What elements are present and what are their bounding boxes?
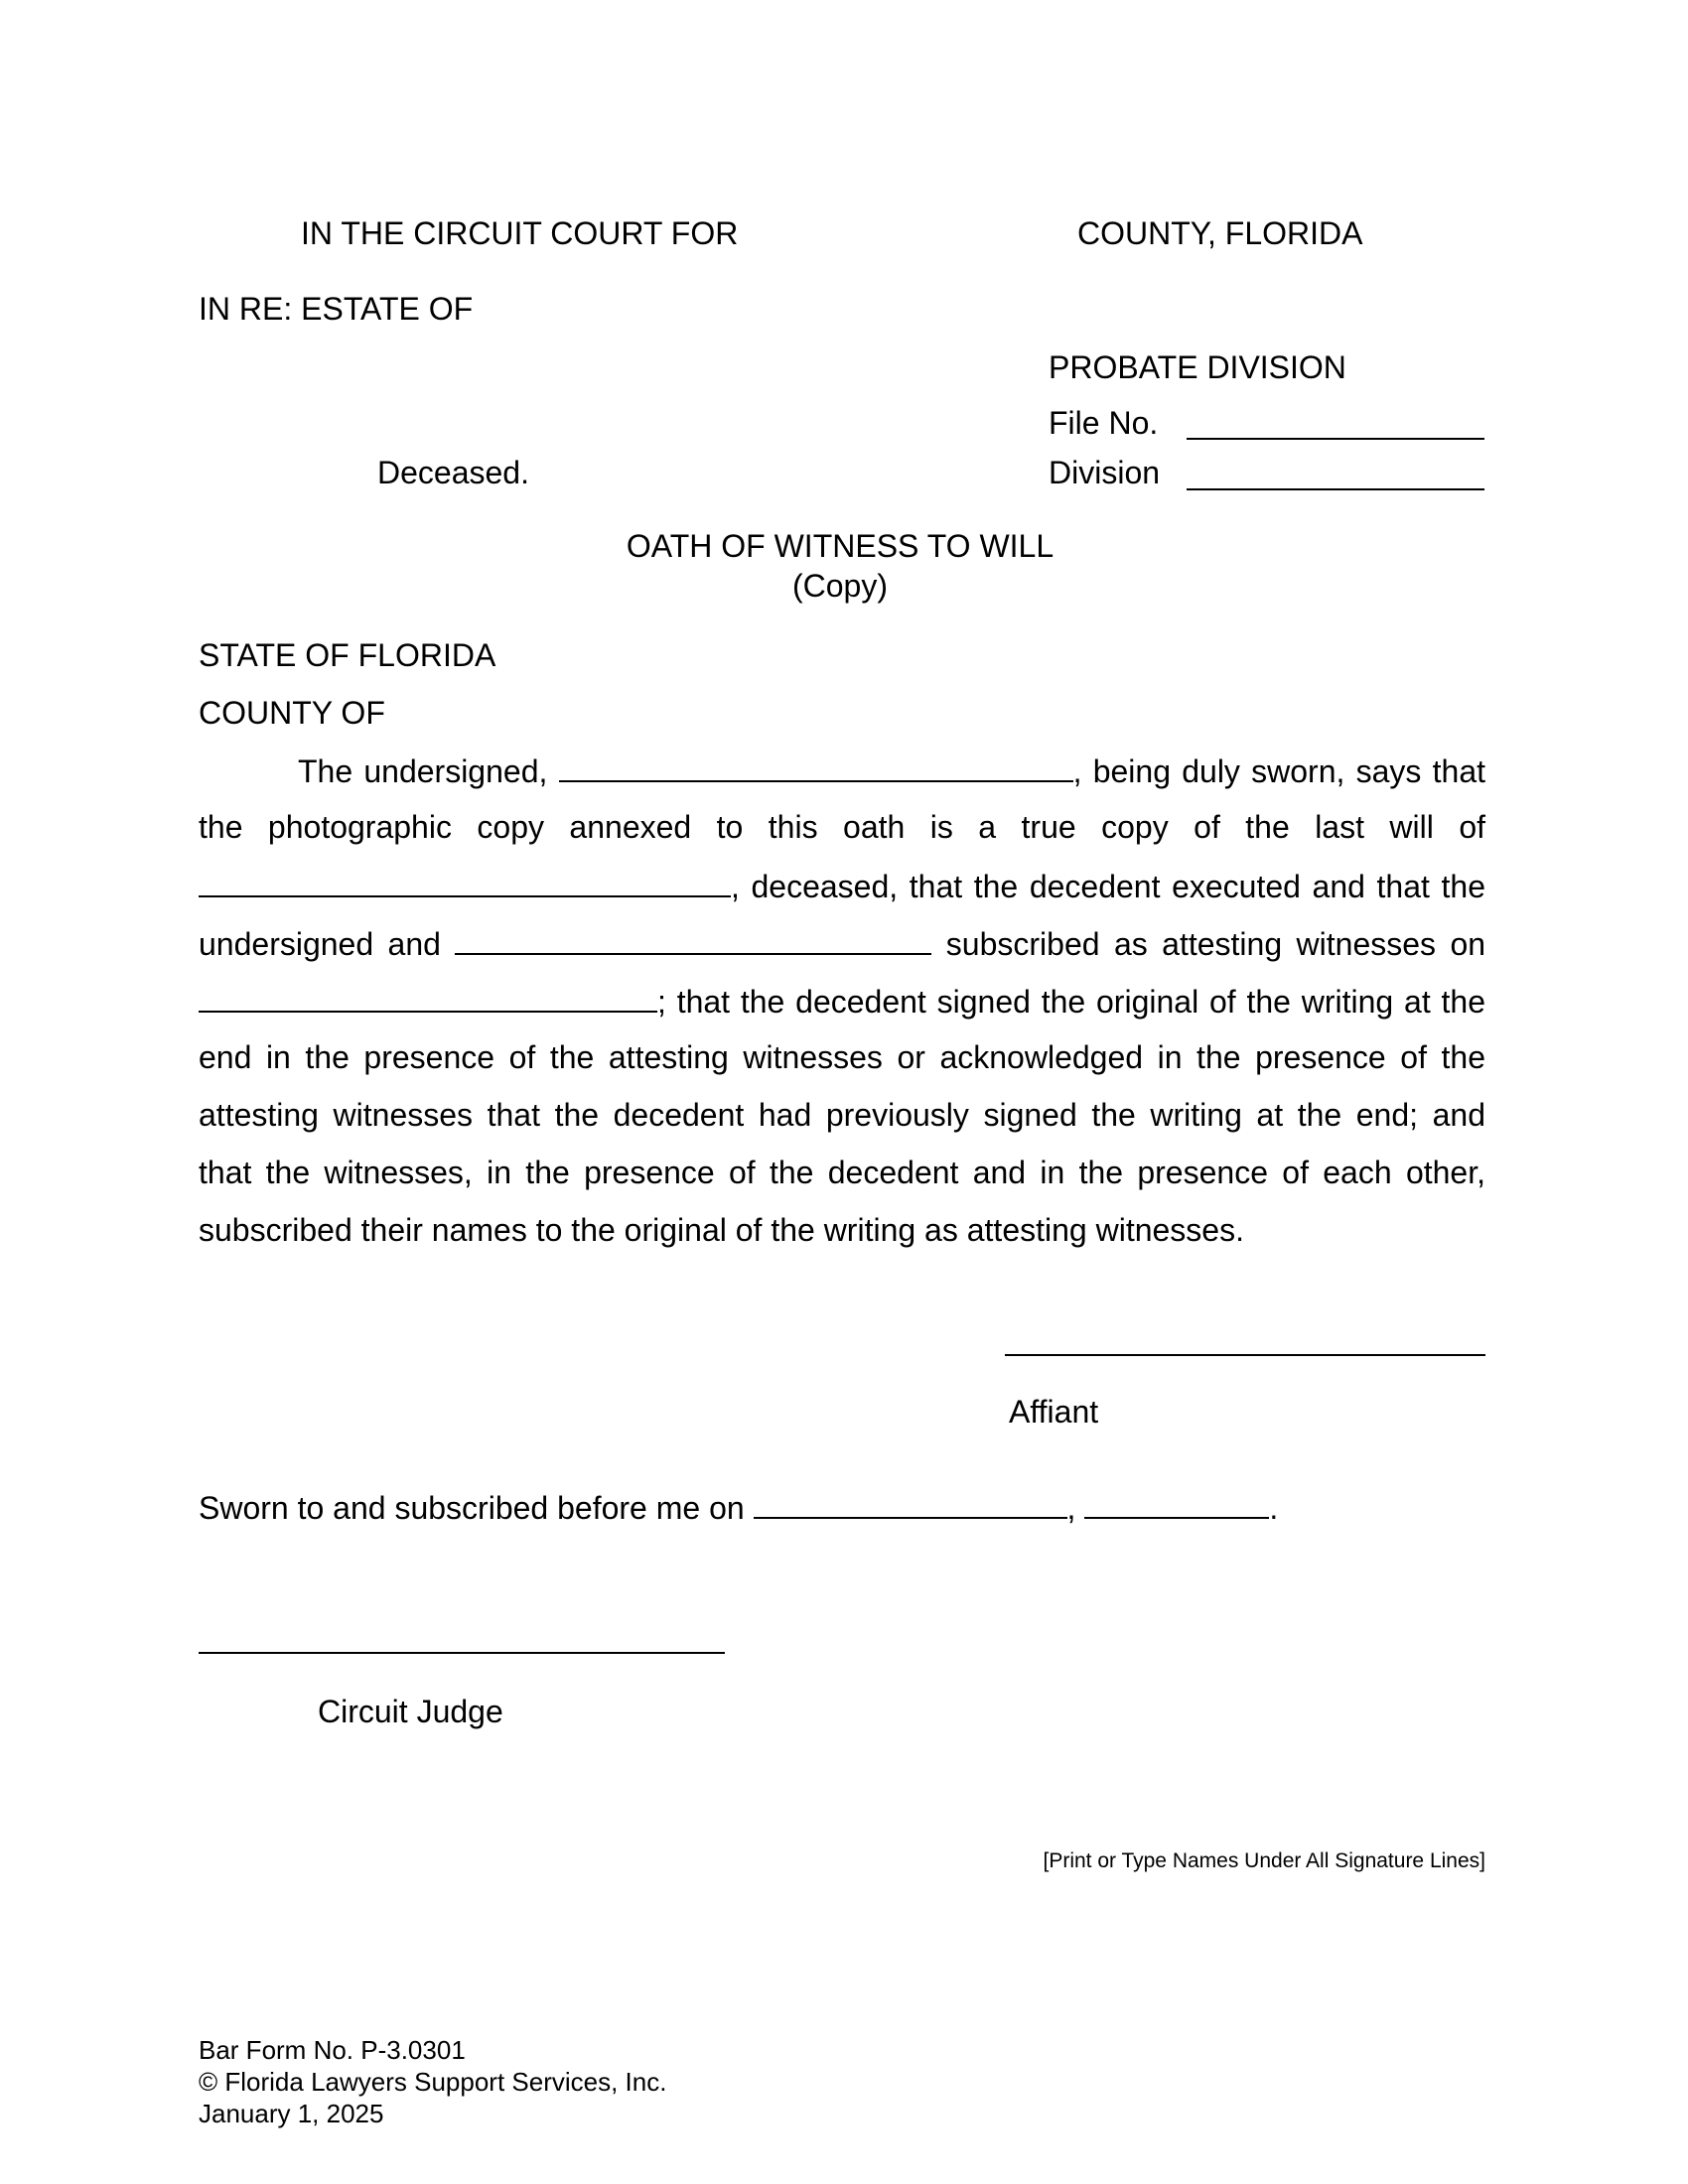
- bar-form-number: Bar Form No. P-3.0301: [199, 2035, 466, 2065]
- county-label: COUNTY OF: [199, 695, 385, 731]
- file-no-label: File No.: [1049, 405, 1159, 441]
- text-segment: The undersigned,: [298, 753, 548, 789]
- paragraph-line: attesting witnesses that the decedent had previously signed the writing at the end; and: [199, 1097, 1485, 1133]
- text-segment: ; that the decedent signed the original of the writing at the: [657, 984, 1485, 1020]
- paragraph-line: [199, 981, 1485, 1038]
- signature-note: [Print or Type Names Under All Signature Lines]: [1043, 1849, 1485, 1872]
- text-segment: , deceased, that the decedent executed and that the: [731, 869, 1485, 904]
- text-segment: undersigned and: [199, 926, 441, 962]
- county-state-label: COUNTY, FLORIDA: [1077, 215, 1363, 251]
- copyright-notice: © Florida Lawyers Support Services, Inc.: [199, 2067, 667, 2097]
- document-title: OATH OF WITNESS TO WILL: [626, 528, 1055, 564]
- estate-of-label: IN RE: ESTATE OF: [199, 291, 474, 327]
- paragraph-line: [199, 751, 1485, 808]
- paragraph-line: subscribed their names to the original of the writing as attesting witnesses.: [199, 1212, 1244, 1248]
- other-witness-field[interactable]: [455, 923, 931, 955]
- text-segment: subscribed as attesting witnesses on: [945, 926, 1486, 962]
- decedent-name-field[interactable]: [199, 866, 731, 897]
- text-segment: , being duly sworn, says that: [1072, 753, 1486, 789]
- affiant-signature-line[interactable]: [1005, 1354, 1485, 1356]
- paragraph-line: the photographic copy annexed to this oath is a true copy of the last will of: [199, 809, 1485, 845]
- paragraph-line: [199, 923, 1485, 981]
- probate-division-label: PROBATE DIVISION: [1049, 349, 1346, 385]
- affiant-name-field[interactable]: [559, 751, 1073, 782]
- judge-signature-line[interactable]: [199, 1652, 725, 1654]
- division-field[interactable]: [1187, 488, 1484, 490]
- paragraph-line: end in the presence of the attesting witnesses or acknowledged in the presence of the: [199, 1039, 1485, 1075]
- file-no-field[interactable]: [1187, 438, 1484, 440]
- text-segment: ,: [1066, 1490, 1076, 1526]
- affiant-label: Affiant: [1009, 1394, 1099, 1430]
- paragraph-line: [199, 866, 1485, 923]
- circuit-judge-label: Circuit Judge: [318, 1694, 503, 1729]
- state-label: STATE OF FLORIDA: [199, 637, 496, 673]
- text-segment: .: [1269, 1490, 1279, 1526]
- sworn-statement: [199, 1487, 1278, 1527]
- document-subtitle: (Copy): [791, 568, 888, 604]
- deceased-label: Deceased.: [377, 455, 529, 490]
- execution-date-field[interactable]: [199, 981, 657, 1013]
- division-label: Division: [1049, 455, 1161, 490]
- sworn-date-field[interactable]: [754, 1487, 1067, 1519]
- oath-paragraph: [199, 751, 1485, 1269]
- text-segment: Sworn to and subscribed before me on: [199, 1490, 745, 1526]
- court-name-label: IN THE CIRCUIT COURT FOR: [301, 215, 739, 251]
- form-date: January 1, 2025: [199, 2099, 384, 2128]
- sworn-year-field[interactable]: [1084, 1487, 1269, 1519]
- paragraph-line: that the witnesses, in the presence of the decedent and in the presence of each other,: [199, 1155, 1485, 1190]
